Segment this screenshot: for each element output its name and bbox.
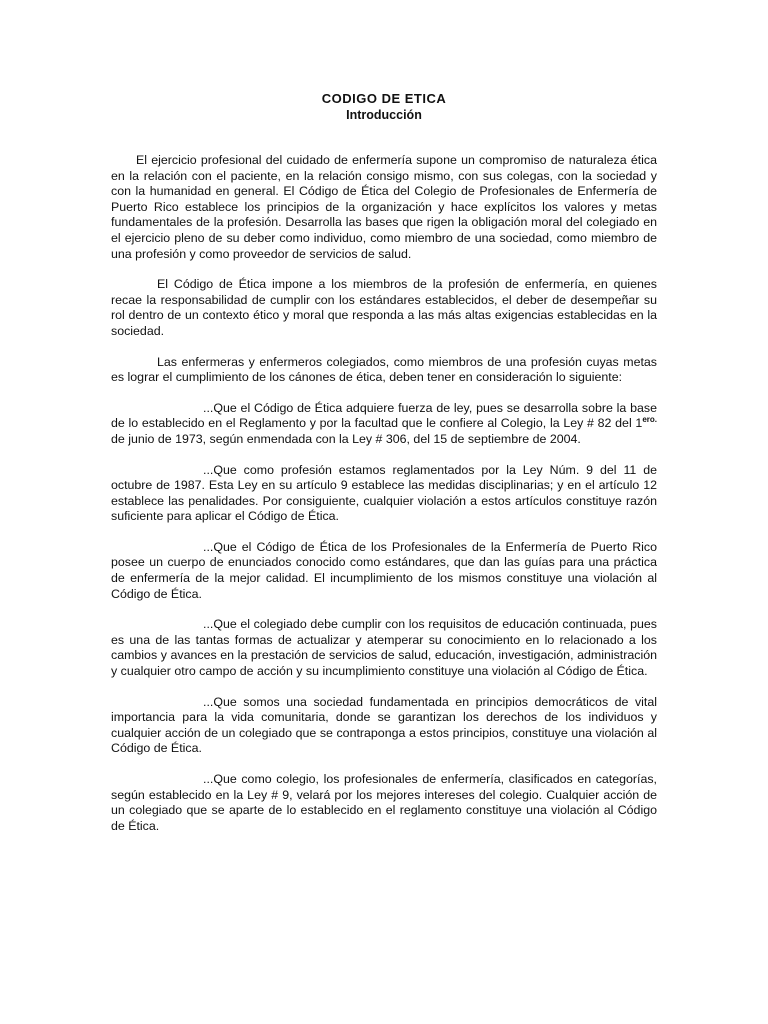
ordinal-superscript: ero. xyxy=(642,415,657,425)
clause-paragraph-1 xyxy=(111,401,657,448)
clause-paragraph-4: ...Que el colegiado debe cumplir con los requisitos de educación continuada, pues es una de las tantas formas de actualizar y atemperar su conocimiento en lo relacionado a los cambios y avances en la prestación de servicios de salud, educación, investigación, administración y cualquier otro campo de acción y su incumplimiento constituye una violación al Código de Ética. xyxy=(111,617,657,679)
document-page xyxy=(111,91,657,834)
document-subtitle: Introducción xyxy=(346,108,422,122)
clause-paragraph-2: ...Que como profesión estamos reglamentados por la Ley Núm. 9 del 11 de octubre de 1987. Esta Ley en su artículo 9 establece las medidas disciplinarias; y en el artículo 12 establece las penalidades. Por consiguiente, cualquier violación a estos artículos constituye razón suficiente para aplicar el Código de Ética. xyxy=(111,462,657,524)
clause-paragraph-6: ...Que como colegio, los profesionales de enfermería, clasificados en categorías, según establecido en la Ley # 9, velará por los mejores intereses del colegio. Cualquier acción de un colegiado que se aparte de lo establecido en el reglamento constituye una violación al Código de Ética. xyxy=(111,772,657,833)
intro-paragraph-3: Las enfermeras y enfermeros colegiados, como miembros de una profesión cuyas metas es lograr el cumplimiento de los cánones de ética, deben tener en consideración lo siguiente: xyxy=(111,354,657,385)
clause-paragraph-3: ...Que el Código de Ética de los Profesionales de la Enfermería de Puerto Rico posee un cuerpo de enunciados conocido como estándares, que dan las guías para una práctica de enfermería de la mejor calidad. El incumplimiento de los mismos constituye una violación al Código de Ética. xyxy=(111,539,657,601)
clause-1-text-start: ...Que el Código de Ética adquiere fuerza de ley, pues se desarrolla sobre la base de lo establecido en el Reglamento y por la facultad que le confiere al Colegio, la Ley # 82 del 1 xyxy=(111,400,657,431)
document-title: CODIGO DE ETICA xyxy=(321,91,447,106)
intro-paragraph-2: El Código de Ética impone a los miembros de la profesión de enfermería, en quienes recae la responsabilidad de cumplir con los estándares establecidos, el deber de desempeñar su rol dentro de un contexto ético y moral que responda a las más altas exigencias establecidas en la sociedad. xyxy=(111,277,657,338)
clause-1-text-end: de junio de 1973, según enmendada con la Ley # 306, del 15 de septiembre de 2004. xyxy=(111,431,581,446)
intro-paragraph-1: El ejercicio profesional del cuidado de enfermería supone un compromiso de naturaleza ética en la relación con el paciente, en la relación consigo mismo, con sus colegas, con la sociedad y con la humanidad en general. El Código de Ética del Colegio de Profesionales de Enfermería de Puerto Rico establece los principios de la organización y hace explícitos los valores y metas fundamentales de la profesión. Desarrolla las bases que rigen la obligación moral del colegiado en el ejercicio pleno de su deber como individuo, como miembro de una sociedad, como miembro de una profesión y como proveedor de servicios de salud. xyxy=(111,153,657,261)
clause-paragraph-5: ...Que somos una sociedad fundamentada en principios democráticos de vital importancia para la vida comunitaria, donde se garantizan los derechos de los individuos y cualquier acción de un colegiado que se contraponga a estos principios, constituye una violación al Código de Ética. xyxy=(111,694,657,756)
